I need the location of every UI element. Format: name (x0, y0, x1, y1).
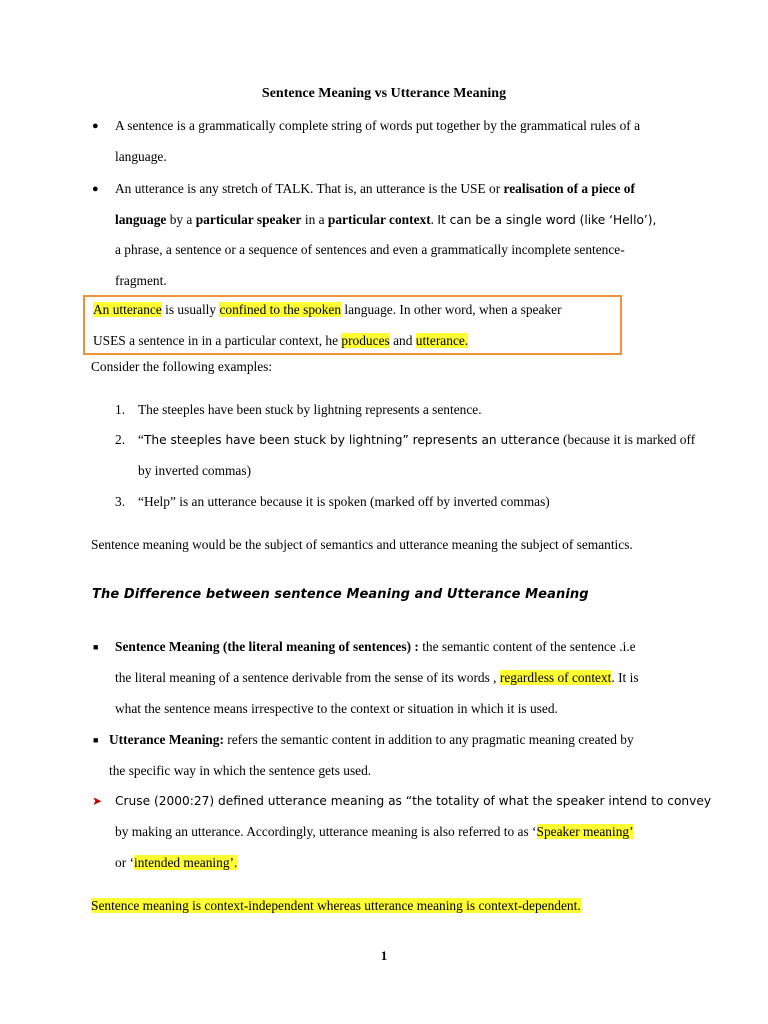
bullet-2-line-1 (115, 181, 635, 197)
text-run: language. In other word, when a speaker (341, 302, 562, 317)
text-run: by a (166, 212, 196, 227)
diff-1-line-1 (115, 639, 636, 655)
square-bullet-marker: ■ (93, 642, 99, 652)
text-run-bold: language (115, 212, 167, 227)
square-bullet-marker: ■ (93, 735, 99, 745)
text-run: the semantic content of the sentence .i.e (418, 639, 636, 654)
example-2-line-1 (138, 432, 695, 448)
text-run: “ (138, 432, 144, 447)
text-run: (because it is marked off (559, 432, 696, 447)
text-run-bold: particular context (327, 212, 431, 227)
example-number: 3. (115, 494, 126, 509)
text-run: or ‘ (115, 855, 134, 870)
section-heading: The Difference between sentence Meaning and Utterance Meaning (92, 587, 589, 602)
diff-2-line-1 (109, 732, 634, 748)
bullet-2-line-4: fragment. (115, 273, 167, 288)
box-line-2 (93, 333, 468, 349)
consider-line: Consider the following examples: (91, 359, 273, 374)
text-run: It can be a single word (like ‘Hello’), (437, 213, 657, 227)
arrow-bullet-icon: ➤ (92, 794, 103, 808)
highlighted-text: An utterance (93, 302, 162, 317)
cruse-line-2 (115, 824, 634, 840)
bullet-marker: ● (92, 120, 99, 132)
example-2-line-2: by inverted commas) (138, 463, 252, 478)
example-1: The steeples have been stuck by lightning represents a sentence. (138, 402, 482, 417)
example-number: 2. (115, 432, 126, 447)
text-run-bold: Sentence Meaning (the literal meaning of sentences) : (115, 639, 419, 654)
text-run: in a (301, 212, 328, 227)
cruse-line-3 (115, 855, 237, 871)
diff-2-line-2: the specific way in which the sentence gets used. (109, 763, 372, 778)
bullet-marker: ● (92, 183, 99, 195)
bullet-1-line-2: language. (115, 149, 167, 164)
box-line-1 (93, 302, 562, 318)
highlighted-text: produces (341, 333, 390, 348)
diff-1-line-3: what the sentence means irrespective to the context or situation in which it is used. (115, 701, 558, 716)
text-run: . (430, 212, 438, 227)
bullet-1-line-1: A sentence is a grammatically complete string of words put together by the grammatical rules of a (115, 118, 641, 133)
bullet-2-line-3: a phrase, a sentence or a sequence of sentences and even a grammatically incomplete sentence- (115, 242, 625, 257)
page-number: 1 (380, 948, 388, 963)
conclusion-line (91, 898, 581, 914)
example-3: “Help” is an utterance because it is spoken (marked off by inverted commas) (138, 494, 550, 509)
cruse-line-1: Cruse (2000:27) defined utterance meaning as “the totality of what the speaker intend to convey (115, 794, 712, 808)
text-run: refers the semantic content in addition to any pragmatic meaning created by (223, 732, 634, 747)
text-run: USES a sentence in in a particular context, he (93, 333, 342, 348)
semantics-sentence: Sentence meaning would be the subject of semantics and utterance meaning the subject of semantics. (91, 537, 633, 552)
text-run-bold: Utterance Meaning: (109, 732, 224, 747)
highlighted-text: utterance. (415, 333, 469, 348)
text-run: the literal meaning of a sentence derivable from the sense of its words , (115, 670, 500, 685)
text-run: . It is (611, 670, 639, 685)
text-run-bold: particular speaker (195, 212, 302, 227)
text-run: The steeples have been stuck by lightning” represents an utterance (143, 433, 560, 447)
highlighted-text: confined to the spoken (219, 302, 342, 317)
highlighted-text: Speaker meaning’ (536, 824, 634, 839)
page-title: Sentence Meaning vs Utterance Meaning (261, 86, 507, 101)
text-run: is usually (161, 302, 220, 317)
example-number: 1. (115, 402, 126, 417)
text-run: and (389, 333, 416, 348)
bullet-2-line-2 (115, 212, 656, 228)
highlighted-text: intended meaning’. (133, 855, 238, 870)
diff-1-line-2 (115, 670, 639, 686)
text-run: An utterance is any stretch of TALK. That is, an utterance is the USE or (115, 181, 504, 196)
highlighted-text: Sentence meaning is context-independent whereas utterance meaning is context-dependent. (91, 898, 581, 913)
text-run: by making an utterance. Accordingly, utterance meaning is also referred to as ‘ (115, 824, 537, 839)
highlighted-text: regardless of context (499, 670, 612, 685)
text-run-bold: realisation of a piece of (503, 181, 635, 196)
